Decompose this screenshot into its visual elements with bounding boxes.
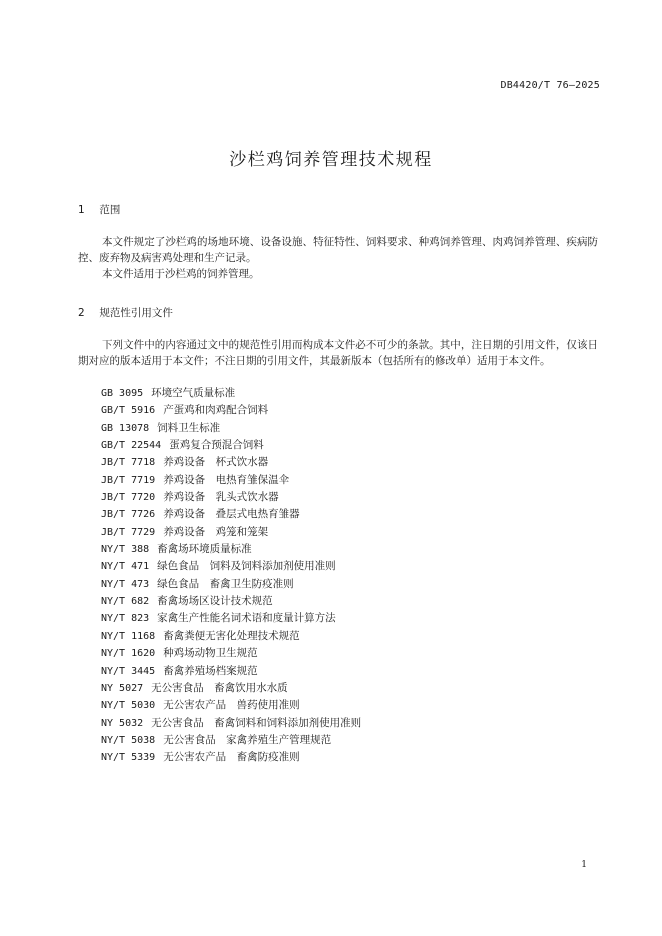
reference-name: 养鸡设备 电热育雏保温伞 xyxy=(163,473,290,486)
reference-code: NY 5027 xyxy=(101,682,144,694)
reference-code: NY/T 473 xyxy=(101,578,150,590)
reference-list xyxy=(101,385,361,767)
reference-item xyxy=(101,715,361,732)
reference-item xyxy=(101,610,361,627)
reference-name: 养鸡设备 杯式饮水器 xyxy=(163,456,269,469)
page-number: 1 xyxy=(581,860,587,870)
reference-code: JB/T 7720 xyxy=(101,492,156,504)
reference-name: 绿色食品 饲料及饲料添加剂使用准则 xyxy=(157,560,336,573)
section-heading-scope xyxy=(78,202,120,217)
reference-name: 畜禽场环境质量标准 xyxy=(157,543,252,556)
reference-item xyxy=(101,454,361,471)
reference-code: NY/T 388 xyxy=(101,544,150,556)
reference-code: NY 5032 xyxy=(101,717,144,729)
reference-code: NY/T 823 xyxy=(101,613,150,625)
reference-code: NY/T 3445 xyxy=(101,665,156,677)
paragraph: 本文件适用于沙栏鸡的饲养管理。 xyxy=(102,268,260,280)
reference-name: 无公害食品 畜禽饮用水水质 xyxy=(151,681,288,694)
reference-code: GB 13078 xyxy=(101,422,150,434)
reference-item xyxy=(101,541,361,558)
reference-item xyxy=(101,506,361,523)
reference-item xyxy=(101,576,361,593)
section-number: 1 xyxy=(78,204,85,216)
reference-item xyxy=(101,472,361,489)
reference-name: 畜禽场场区设计技术规范 xyxy=(157,595,273,608)
section-body-normative-references xyxy=(78,337,598,369)
reference-code: NY/T 471 xyxy=(101,561,150,573)
reference-code: NY/T 682 xyxy=(101,596,150,608)
reference-item xyxy=(101,437,361,454)
reference-name: 无公害农产品 兽药使用准则 xyxy=(163,699,300,712)
reference-item xyxy=(101,489,361,506)
section-number: 2 xyxy=(78,307,85,319)
reference-name: 蛋鸡复合预混合饲料 xyxy=(169,439,264,452)
reference-code: GB/T 5916 xyxy=(101,405,156,417)
reference-code: GB 3095 xyxy=(101,388,144,399)
reference-code: GB/T 22544 xyxy=(101,440,162,452)
reference-code: JB/T 7719 xyxy=(101,474,156,486)
reference-item xyxy=(101,645,361,662)
reference-code: JB/T 7729 xyxy=(101,526,156,538)
reference-item xyxy=(101,628,361,645)
reference-item xyxy=(101,680,361,697)
reference-code: JB/T 7718 xyxy=(101,457,156,469)
reference-name: 养鸡设备 叠层式电热育雏器 xyxy=(163,508,300,521)
reference-name: 养鸡设备 鸡笼和笼架 xyxy=(163,525,269,538)
reference-name: 无公害食品 畜禽饲料和饲料添加剂使用准则 xyxy=(151,716,362,729)
reference-name: 种鸡场动物卫生规范 xyxy=(163,647,258,660)
reference-code: NY/T 1620 xyxy=(101,648,156,660)
reference-name: 无公害食品 家禽养殖生产管理规范 xyxy=(163,733,332,746)
reference-code: NY/T 5339 xyxy=(101,752,156,764)
reference-name: 无公害农产品 畜禽防疫准则 xyxy=(163,751,300,764)
reference-name: 家禽生产性能名词术语和度量计算方法 xyxy=(157,612,336,625)
reference-item xyxy=(101,732,361,749)
reference-item xyxy=(101,420,361,437)
reference-name: 环境空气质量标准 xyxy=(151,387,236,399)
reference-item xyxy=(101,524,361,541)
reference-code: NY/T 1168 xyxy=(101,630,156,642)
section-title: 规范性引用文件 xyxy=(99,307,173,319)
reference-name: 绿色食品 畜禽卫生防疫准则 xyxy=(157,577,294,590)
reference-code: JB/T 7726 xyxy=(101,509,156,521)
section-title: 范围 xyxy=(99,204,121,216)
reference-code: NY/T 5030 xyxy=(101,700,156,712)
paragraph: 本文件规定了沙栏鸡的场地环境、设备设施、特征特性、饲料要求、种鸡饲养管理、肉鸡饲养管理、疾病防控、废弃物及病害鸡处理和生产记录。 xyxy=(78,236,598,264)
reference-name: 畜禽粪便无害化处理技术规范 xyxy=(163,629,300,642)
paragraph: 下列文件中的内容通过文中的规范性引用而构成本文件必不可少的条款。其中，注日期的引用文件，仅该日期对应的版本适用于本文件；不注日期的引用文件，其最新版本（包括所有的修改单）适用于本文件。 xyxy=(78,339,598,367)
reference-item xyxy=(101,385,361,402)
reference-code: NY/T 5038 xyxy=(101,734,156,746)
document-code: DB4420/T 76—2025 xyxy=(500,80,600,91)
reference-item xyxy=(101,558,361,575)
reference-item xyxy=(101,663,361,680)
reference-item xyxy=(101,697,361,714)
reference-item xyxy=(101,749,361,766)
section-body-scope xyxy=(78,234,598,282)
section-heading-normative-references xyxy=(78,305,173,320)
reference-item xyxy=(101,593,361,610)
reference-name: 养鸡设备 乳头式饮水器 xyxy=(163,491,279,504)
reference-name: 产蛋鸡和肉鸡配合饲料 xyxy=(163,404,269,417)
reference-item xyxy=(101,402,361,419)
document-title: 沙栏鸡饲养管理技术规程 xyxy=(229,150,433,170)
reference-name: 畜禽养殖场档案规范 xyxy=(163,664,258,677)
reference-name: 饲料卫生标准 xyxy=(157,421,221,434)
